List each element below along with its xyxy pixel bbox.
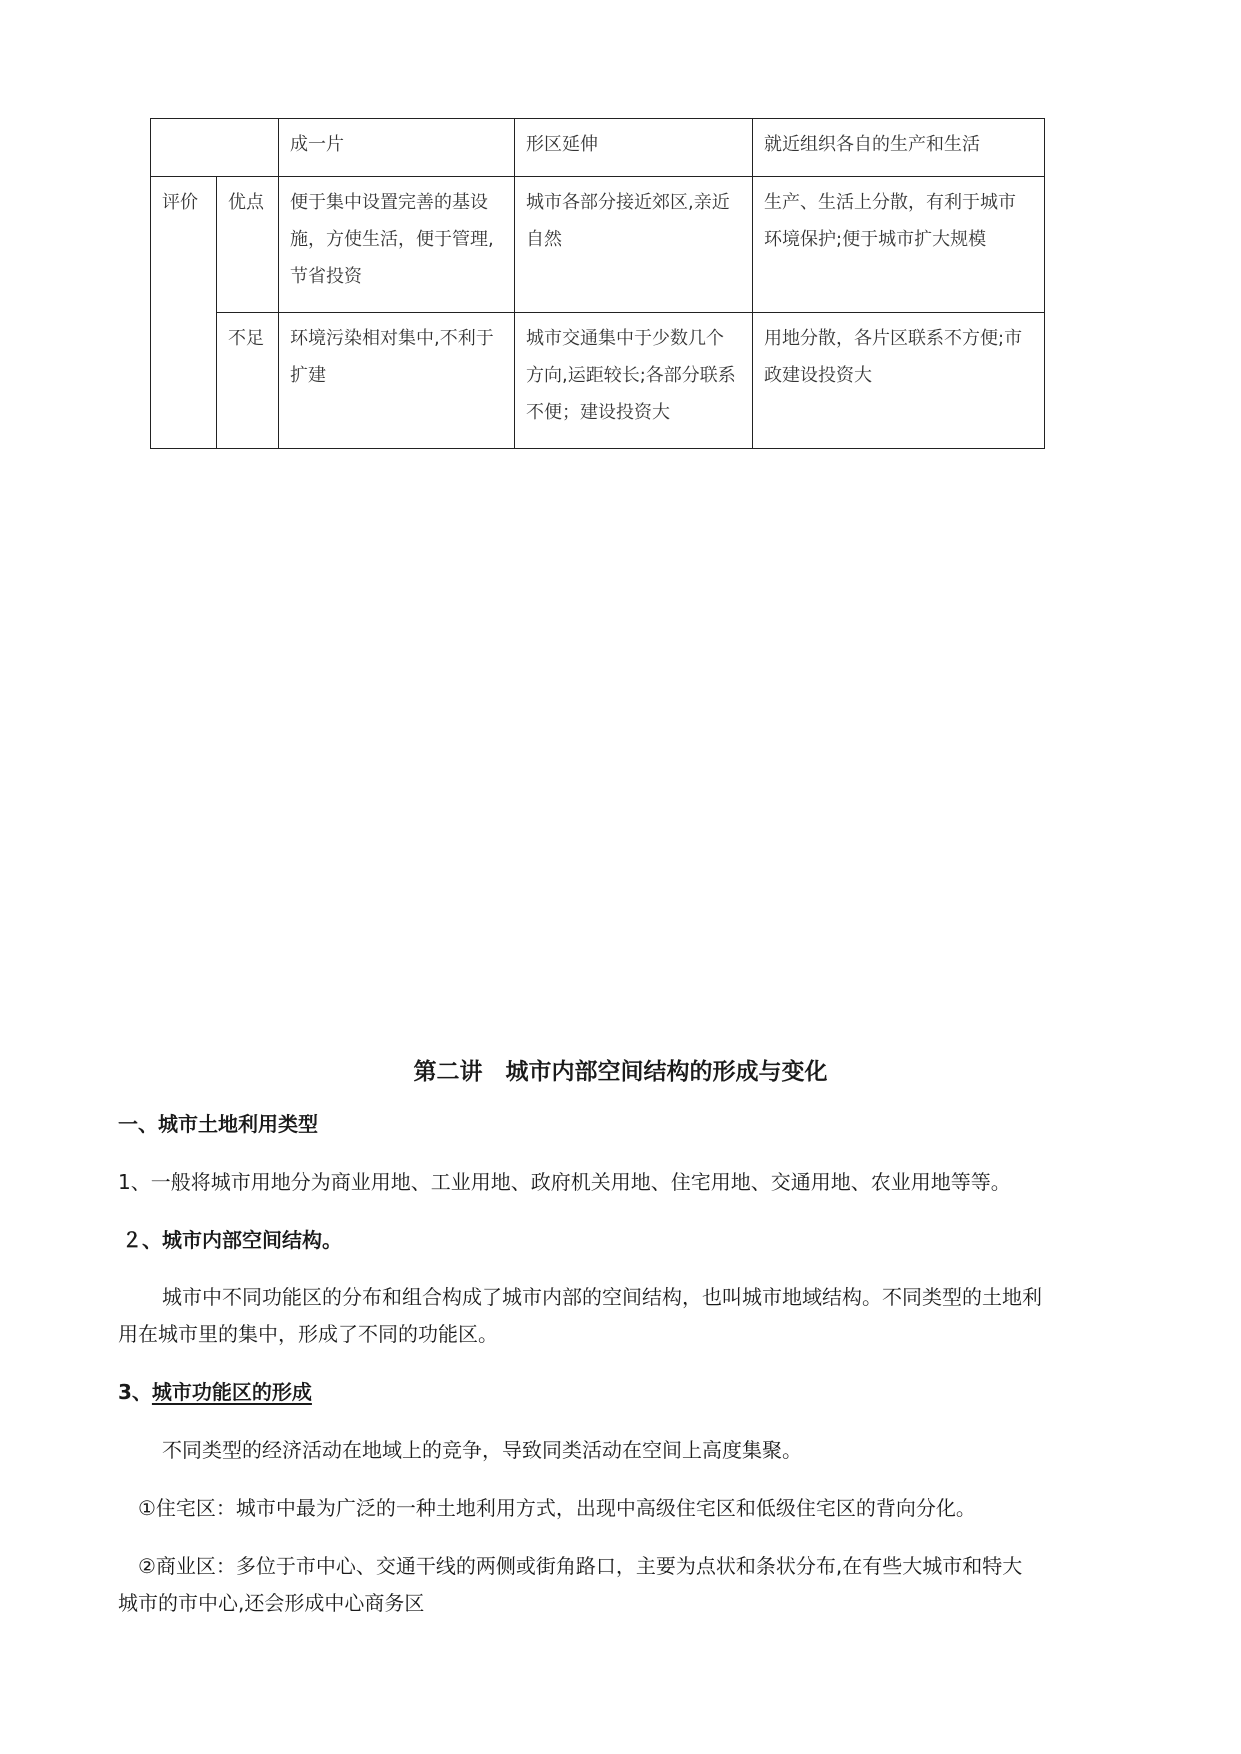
section-heading: 一、城市土地利用类型 <box>118 1112 318 1136</box>
table-cell <box>515 313 753 449</box>
table-cell <box>151 119 279 177</box>
cell-line: 不便；建设投资大 <box>526 402 670 423</box>
table-cell <box>753 313 1045 449</box>
cell-line: 用地分散，各片区联系不方便;市 <box>764 328 1023 349</box>
cell-line: 环境污染相对集中,不利于 <box>290 328 494 349</box>
cell-line: 城市各部分接近郊区,亲近 <box>526 192 730 213</box>
item-3-title: 城市功能区的形成 <box>151 1380 312 1404</box>
table-cell: 形区延伸 <box>515 119 753 177</box>
cell-line: 方向,运距较长;各部分联系 <box>526 365 736 386</box>
table-cell <box>753 177 1045 313</box>
residential-zone-text: ①住宅区：城市中最为广泛的一种土地利用方式，出现中高级住宅区和低级住宅区的背向分化。 <box>138 1496 976 1520</box>
table-cell: 就近组织各自的生产和生活 <box>753 119 1045 177</box>
table-cell <box>279 177 515 313</box>
cell-line: 城市交通集中于少数几个 <box>526 328 724 349</box>
commercial-zone-line-2: 城市的市中心,还会形成中心商务区 <box>118 1591 425 1615</box>
cell-line: 自然 <box>526 229 562 250</box>
item-2-heading: ２、城市内部空间结构。 <box>122 1228 342 1252</box>
commercial-zone-line-1: ②商业区：多位于市中心、交通干线的两侧或街角路口，主要为点状和条状分布,在有些大城市和特大 <box>138 1554 1023 1578</box>
paragraph-item-1: 1、一般将城市用地分为商业用地、工业用地、政府机关用地、住宅用地、交通用地、农业用地等等。 <box>118 1170 1011 1194</box>
table-cell: 成一片 <box>279 119 515 177</box>
cell-line: 节省投资 <box>290 266 362 287</box>
table-cell <box>279 313 515 449</box>
cell-line: 扩建 <box>290 365 326 386</box>
table-row <box>151 119 1045 177</box>
lecture-title: 第二讲 城市内部空间结构的形成与变化 <box>413 1059 828 1085</box>
cell-line: 环境保护;便于城市扩大规模 <box>764 229 987 250</box>
disadvantage-label-cell: 不足 <box>217 313 279 449</box>
table-row <box>151 313 1045 449</box>
item-3-number: 3、 <box>118 1380 152 1404</box>
cell-line: 便于集中设置完善的基设 <box>290 192 488 213</box>
item-2-line-2: 用在城市里的集中，形成了不同的功能区。 <box>118 1322 498 1346</box>
item-3-heading <box>118 1376 312 1405</box>
table-cell <box>515 177 753 313</box>
cell-line: 生产、生活上分散，有利于城市 <box>764 192 1016 213</box>
cell-line: 政建设投资大 <box>764 365 872 386</box>
item-3-paragraph: 不同类型的经济活动在地域上的竞争，导致同类活动在空间上高度集聚。 <box>162 1438 802 1462</box>
eval-label-cell: 评价 <box>151 177 217 449</box>
comparison-table <box>150 118 1045 449</box>
cell-line: 施，方使生活，便于管理, <box>290 229 494 250</box>
item-2-line-1: 城市中不同功能区的分布和组合构成了城市内部的空间结构，也叫城市地域结构。不同类型的土地利 <box>162 1285 1042 1309</box>
table-row <box>151 177 1045 313</box>
advantage-label-cell: 优点 <box>217 177 279 313</box>
